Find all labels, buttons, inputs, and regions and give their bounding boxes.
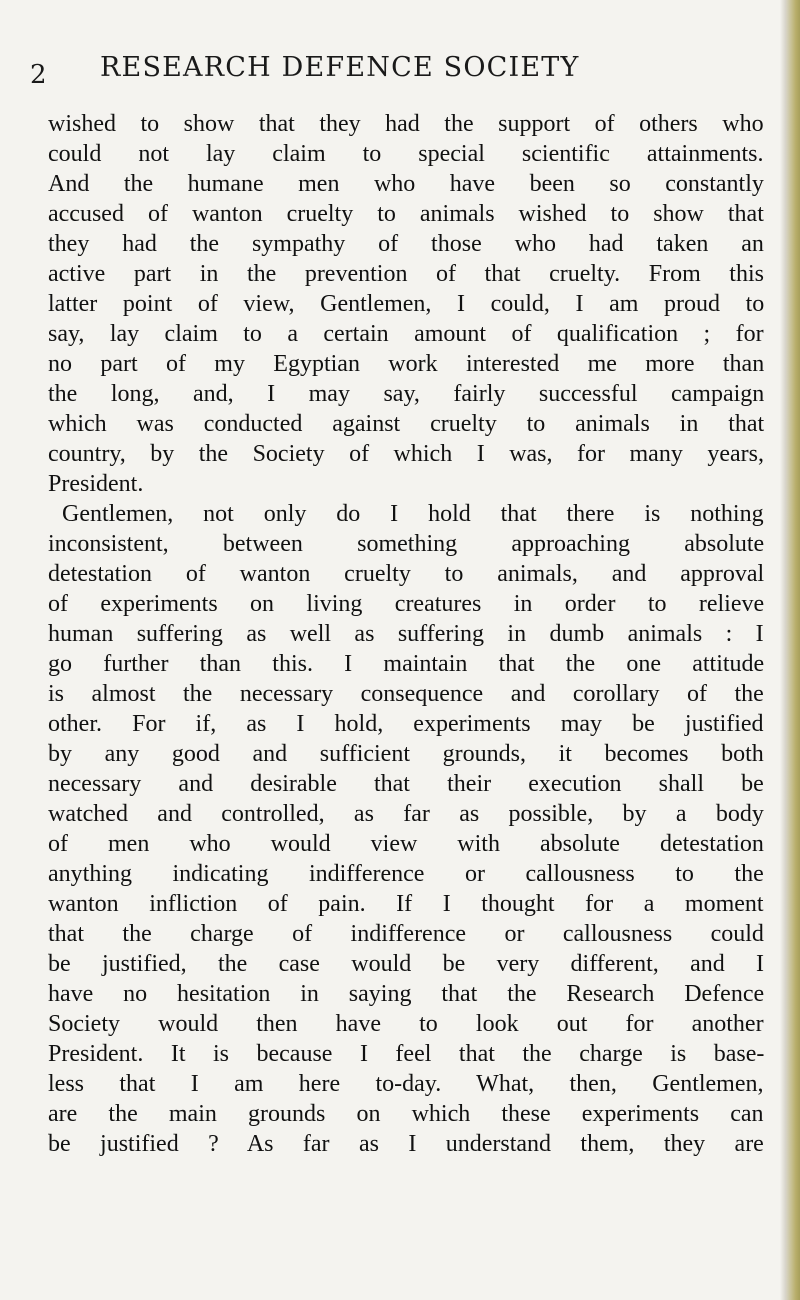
- text-line: the long, and, I may say, fairly successful campaign: [48, 381, 765, 407]
- running-head: RESEARCH DEFENCE SOCIETY: [100, 52, 580, 83]
- text-line: go further than this. I maintain that the one attitude: [48, 651, 765, 677]
- text-line: And the humane men who have been so constantly: [48, 171, 764, 197]
- text-line: accused of wanton cruelty to animals wished to show that: [48, 201, 764, 227]
- page-number: 2: [30, 60, 48, 90]
- text-line: Society would then have to look out for another: [48, 1011, 764, 1037]
- text-line: of experiments on living creatures in order to relieve: [48, 591, 765, 617]
- text-line: wanton infliction of pain. If I thought for a moment: [48, 891, 764, 917]
- text-line: be justified ? As far as I understand them, they are: [48, 1131, 764, 1157]
- text-line: are the main grounds on which these experiments can: [48, 1101, 764, 1127]
- text-line: wished to show that they had the support of others who: [48, 111, 764, 137]
- text-line: anything indicating indifference or callousness to the: [48, 861, 764, 887]
- text-line: by any good and sufficient grounds, it becomes both: [48, 741, 764, 767]
- text-line: that the charge of indifference or callousness could: [48, 921, 764, 947]
- text-line: say, lay claim to a certain amount of qualification ; for: [48, 321, 764, 347]
- text-line: President.: [48, 471, 144, 497]
- text-line: active part in the prevention of that cruelty. From this: [48, 261, 764, 287]
- text-line: less that I am here to-day. What, then, Gentlemen,: [48, 1071, 764, 1097]
- text-line: be justified, the case would be very different, and I: [48, 951, 765, 977]
- text-line: country, by the Society of which I was, for many years,: [48, 441, 764, 467]
- text-line: Gentlemen, not only do I hold that there is nothing: [62, 501, 764, 527]
- text-line: of men who would view with absolute detestation: [48, 831, 764, 857]
- text-line: have no hesitation in saying that the Research Defence: [48, 981, 765, 1007]
- text-line: could not lay claim to special scientific attainments.: [48, 141, 764, 167]
- text-line: human suffering as well as suffering in dumb animals : I: [48, 621, 764, 647]
- text-line: other. For if, as I hold, experiments may be justified: [48, 711, 764, 737]
- text-line: is almost the necessary consequence and corollary of the: [48, 681, 764, 707]
- text-line: no part of my Egyptian work interested me more than: [48, 351, 765, 377]
- page-edge: [786, 0, 800, 1300]
- text-line: detestation of wanton cruelty to animals, and approval: [48, 561, 765, 587]
- text-line: inconsistent, between something approaching absolute: [48, 531, 765, 557]
- text-line: which was conducted against cruelty to animals in that: [48, 411, 765, 437]
- page-header: [0, 52, 760, 92]
- text-line: necessary and desirable that their execution shall be: [48, 771, 764, 797]
- text-line: watched and controlled, as far as possible, by a body: [48, 801, 764, 827]
- text-line: they had the sympathy of those who had taken an: [48, 231, 764, 257]
- text-line: President. It is because I feel that the charge is base-: [48, 1041, 765, 1067]
- text-line: latter point of view, Gentlemen, I could, I am proud to: [48, 291, 765, 317]
